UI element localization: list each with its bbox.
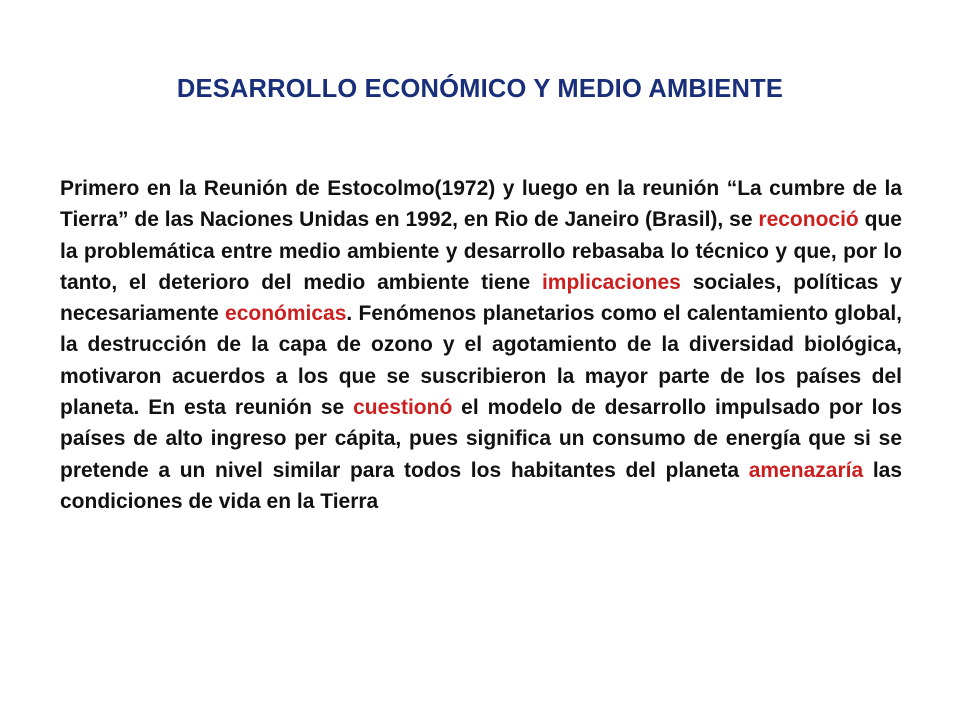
highlighted-word: reconoció	[758, 208, 859, 232]
slide-title: DESARROLLO ECONÓMICO Y MEDIO AMBIENTE	[176, 75, 784, 103]
highlighted-word: cuestionó	[353, 396, 453, 420]
paragraph-text: el modelo de desarrollo impulsado por los países de alto ingreso per cápita, pues significa un consumo de energía que si se pretende a un nivel similar para todos los habitantes del planeta	[60, 396, 902, 482]
highlighted-word: amenazaría	[748, 458, 864, 482]
paragraph-text: . Fenómenos planetarios como el calentamiento global, la destrucción de la capa de ozono y el agotamiento de la diversidad biológica, motivaron acuerdos a los que se suscribieron la mayor parte de los países del planeta. En esta reunión se	[60, 302, 902, 420]
paragraph-text: Primero en la Reunión de Estocolmo(1972) y luego en la reunión “La cumbre de la Tierra” de las Naciones Unidas en 1992, en Rio de Janeiro (Brasil), se	[60, 177, 902, 232]
highlighted-word: implicaciones	[541, 270, 681, 294]
paragraph-text: que la problemática entre medio ambiente y desarrollo rebasaba lo técnico y que, por lo tanto, el deterioro del medio ambiente tiene	[60, 208, 902, 294]
paragraph-text: sociales, políticas y necesariamente	[60, 270, 902, 326]
body-paragraph	[60, 173, 902, 517]
paragraph-text: las condiciones de vida en la Tierra	[60, 458, 903, 513]
highlighted-word: económicas	[225, 302, 347, 326]
